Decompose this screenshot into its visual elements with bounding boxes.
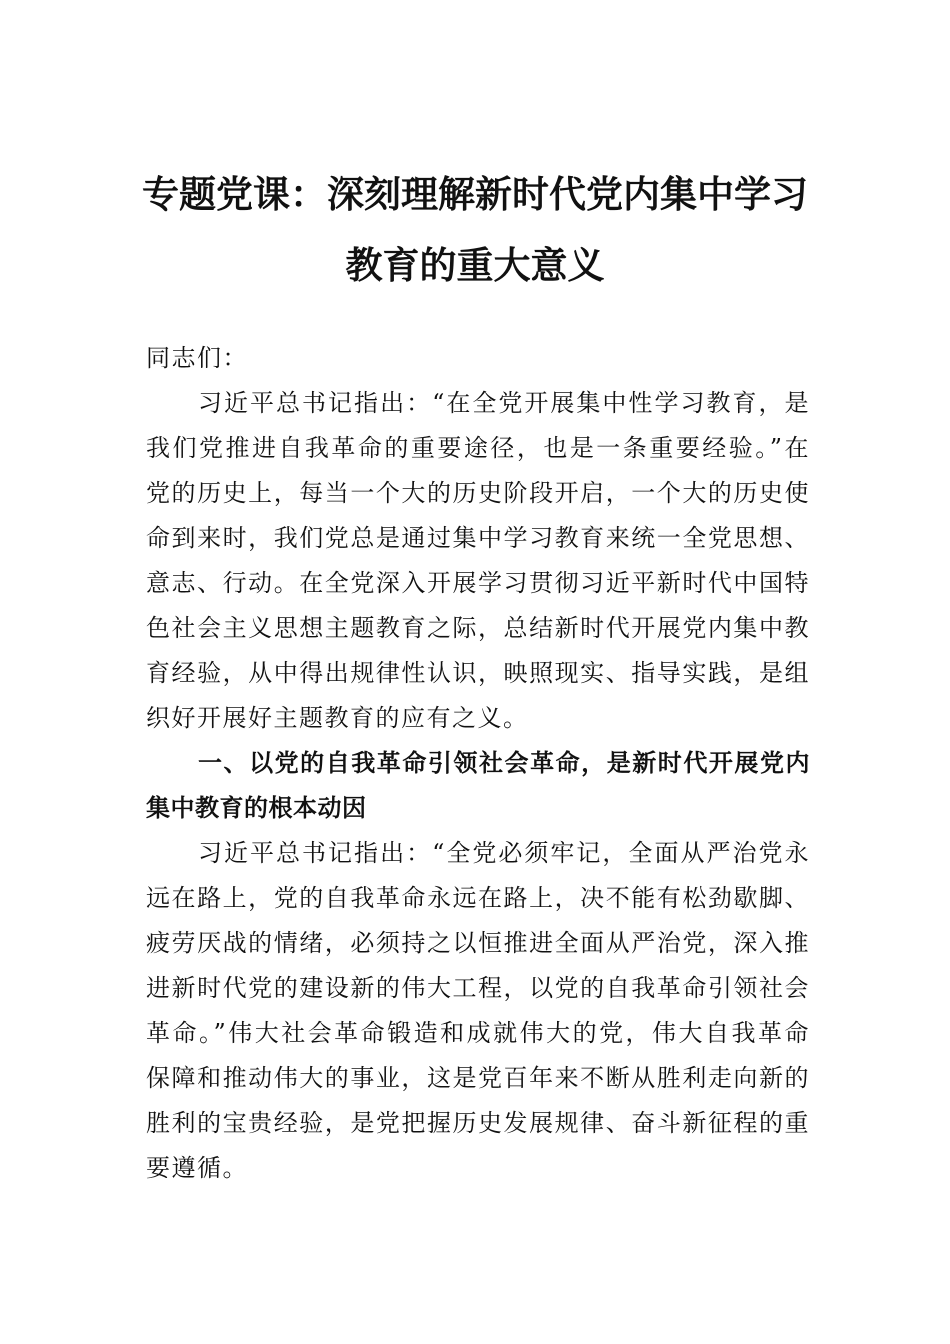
paragraph-2: 习近平总书记指出：“全党必须牢记，全面从严治党永远在路上，党的自我革命永远在路上，决不能有松劲歇脚、疲劳厌战的情绪，必须持之以恒推进全面从严治党，深入推进新时代党的建设新的伟大工程，以党的自我革命引领社会革命。”伟大社会革命锻造和成就伟大的党，伟大自我革命保障和推动伟大的事业，这是党百年来不断从胜利走向新的胜利的宝贵经验，是党把握历史发展规律、奋斗新征程的重要遵循。 xyxy=(146,839,810,1182)
document-title-line1: 专题党课：深刻理解新时代党内集中学习 xyxy=(142,172,808,216)
section-1-heading: 一、以党的自我革命引领社会革命，是新时代开展党内集中教育的根本动因 xyxy=(146,749,810,822)
paragraph-1: 习近平总书记指出：“在全党开展集中性学习教育，是我们党推进自我革命的重要途径，也是一条重要经验。”在党的历史上，每当一个大的历史阶段开启，一个大的历史使命到来时，我们党总是通过集中学习教育来统一全党思想、意志、行动。在全党深入开展学习贯彻习近平新时代中国特色社会主义思想主题教育之际，总结新时代开展党内集中教育经验，从中得出规律性认识，映照现实、指导实践，是组织好开展好主题教育的应有之义。 xyxy=(146,389,810,732)
document-title-line2: 教育的重大意义 xyxy=(345,243,605,287)
document-body xyxy=(146,336,810,1191)
salutation: 同志们： xyxy=(146,344,248,372)
